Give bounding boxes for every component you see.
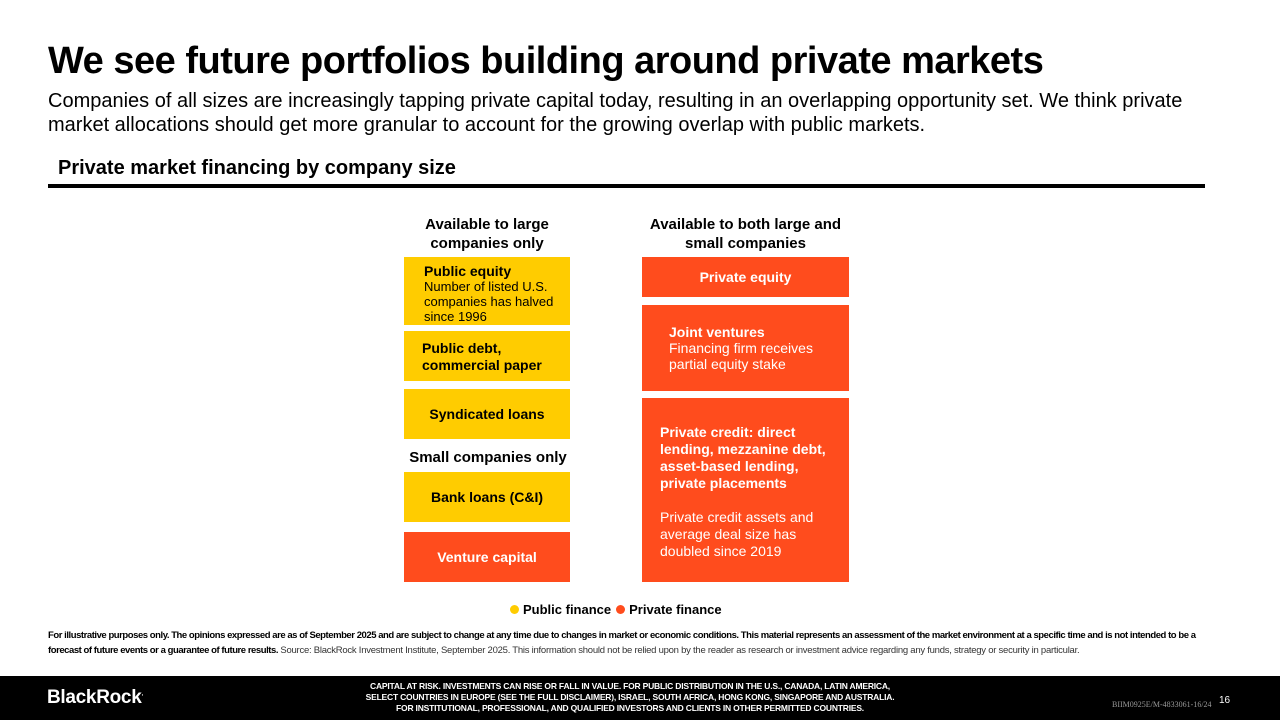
private-finance-dot-icon bbox=[616, 605, 625, 614]
syndicated-loans-box: Syndicated loans bbox=[404, 389, 570, 439]
section-divider bbox=[48, 184, 1205, 188]
joint-ventures-desc: Financing firm receives partial equity stake bbox=[669, 340, 813, 372]
left-column-header: Available to large companies only bbox=[425, 216, 549, 252]
section-title: Private market financing by company size bbox=[58, 157, 456, 179]
footer-notice-line: SELECT COUNTRIES IN EUROPE (SEE THE FULL DISCLAIMER), ISRAEL, SOUTH AFRICA, HONG KONG, SINGAPORE AND AUSTRALIA. bbox=[365, 692, 895, 702]
joint-ventures-box bbox=[642, 305, 849, 391]
document-code: BIIM0925E/M-4833061-16/24 bbox=[1112, 700, 1212, 709]
legend-private-label: Private finance bbox=[629, 602, 722, 617]
private-credit-box bbox=[642, 398, 849, 582]
page-subtitle: Companies of all sizes are increasingly tapping private capital today, resulting in an overlapping opportunity set. We think private market allocations should get more granular to account for the growing overlap with public markets. bbox=[48, 90, 1183, 136]
footer-notice-line: CAPITAL AT RISK. INVESTMENTS CAN RISE OR FALL IN VALUE. FOR PUBLIC DISTRIBUTION IN THE U.S., CANADA, LATIN AMERICA, bbox=[370, 681, 890, 691]
footer-bar bbox=[0, 676, 1280, 720]
public-debt-box: Public debt, commercial paper bbox=[404, 331, 570, 381]
footer-notice-line: FOR INSTITUTIONAL, PROFESSIONAL, AND QUALIFIED INVESTORS AND CLIENTS IN OTHER PERMITTED COUNTRIES. bbox=[396, 703, 864, 713]
blackrock-logo: BlackRock. bbox=[47, 687, 144, 708]
legend bbox=[510, 602, 722, 617]
public-equity-box bbox=[404, 257, 570, 325]
page-number: 16 bbox=[1219, 695, 1231, 706]
joint-ventures-title: Joint ventures bbox=[669, 324, 765, 340]
bank-loans-box: Bank loans (C&I) bbox=[404, 472, 570, 522]
public-finance-dot-icon bbox=[510, 605, 519, 614]
public-equity-title: Public equity bbox=[424, 263, 512, 279]
footer-notice bbox=[350, 681, 910, 714]
private-credit-title: Private credit: direct lending, mezzanine debt, asset-based lending, private placements bbox=[660, 424, 826, 491]
disclaimer bbox=[48, 628, 1218, 658]
private-credit-desc: Private credit assets and average deal size has doubled since 2019 bbox=[660, 509, 814, 559]
private-equity-box: Private equity bbox=[642, 257, 849, 297]
venture-capital-box: Venture capital bbox=[404, 532, 570, 582]
page-title: We see future portfolios building around private markets bbox=[48, 40, 1044, 82]
public-equity-desc: Number of listed U.S. companies has halved since 1996 bbox=[424, 279, 554, 324]
right-column-header: Available to both large and small companies bbox=[649, 216, 842, 252]
small-companies-header: Small companies only bbox=[409, 449, 567, 466]
legend-public-label: Public finance bbox=[523, 602, 612, 617]
disclaimer-strong: For illustrative purposes only. The opinions expressed are as of September 2025 and are subject to change at any time due to changes in market or economic conditions. This material represents an assessment of the market environment at a specific time and is not intended to be a forecast of future events or a guarantee of future results. bbox=[48, 630, 1196, 656]
disclaimer-source: Source: BlackRock Investment Institute, September 2025. This information should not be relied upon by the reader as research or investment advice regarding any funds, strategy or security in particular. bbox=[278, 645, 1080, 656]
